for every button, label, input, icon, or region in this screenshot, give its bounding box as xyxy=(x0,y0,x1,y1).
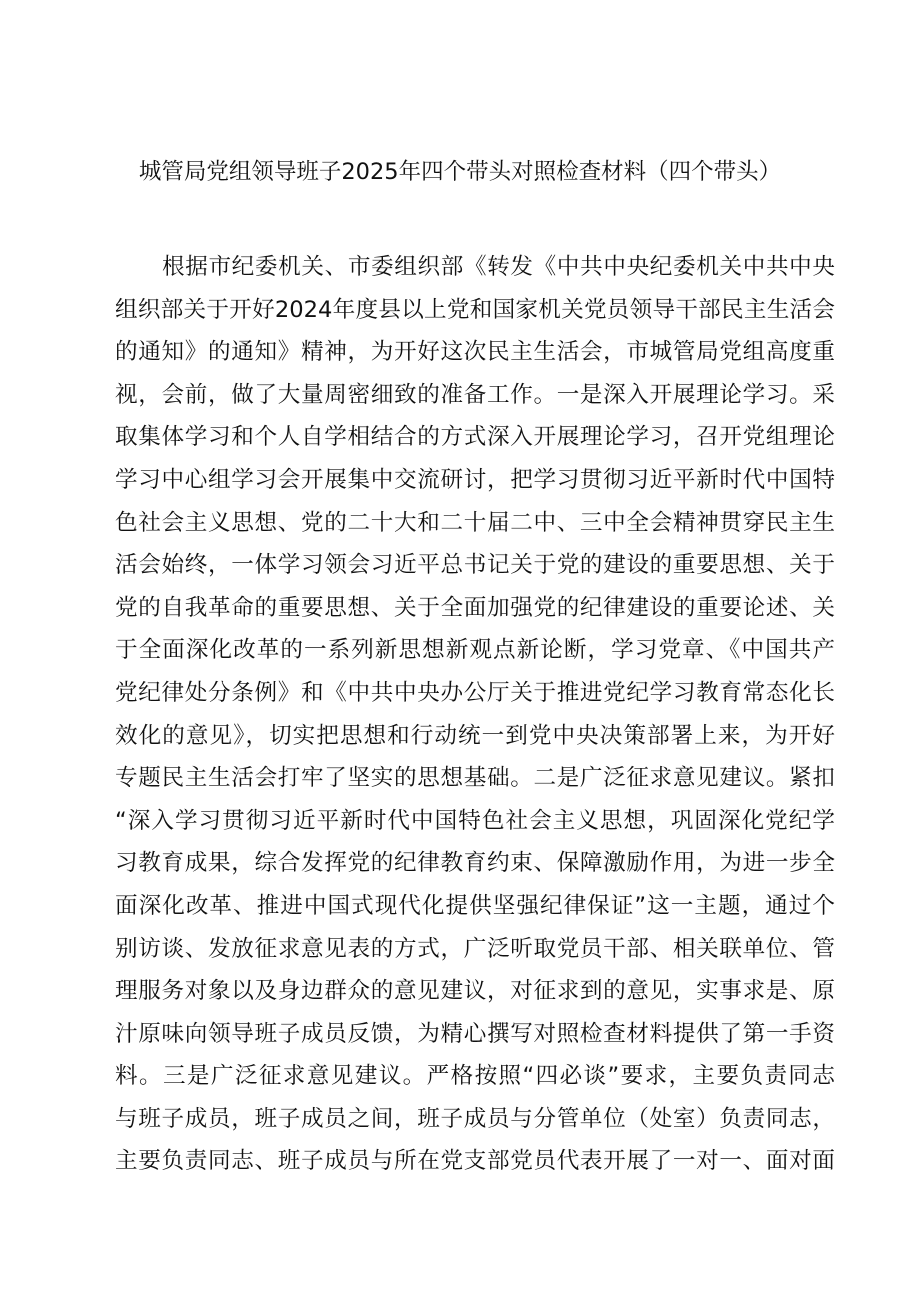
body-line: 习教育成果，综合发挥党的纪律教育约束、保障激励作用，为进一步全 xyxy=(115,850,835,877)
body-line: 效化的意见》，切实把思想和行动统一到党中央决策部署上来，为开好 xyxy=(115,722,835,749)
body-line: 视，会前，做了大量周密细致的准备工作。一是深入开展理论学习。采 xyxy=(115,381,835,408)
body-line: 汁原味向领导班子成员反馈，为精心撰写对照检查材料提供了第一手资 xyxy=(115,1020,835,1047)
body-line: 别访谈、发放征求意见表的方式，广泛听取党员干部、相关联单位、管 xyxy=(115,935,835,962)
body-line: 于全面深化改革的一系列新思想新观点新论断，学习党章、《中国共产 xyxy=(115,637,835,664)
body-line: 活会始终，一体学习领会习近平总书记关于党的建设的重要思想、关于 xyxy=(115,552,835,579)
document-title: 城管局党组领导班子2025年四个带头对照检查材料（四个带头） xyxy=(138,159,782,185)
body-line: 学习中心组学习会开展集中交流研讨，把学习贯彻习近平新时代中国特 xyxy=(115,466,835,493)
body-line: 面深化改革、推进中国式现代化提供坚强纪律保证”这一主题，通过个 xyxy=(115,892,835,919)
body-line: 的通知》的通知》精神，为开好这次民主生活会，市城管局党组高度重 xyxy=(115,339,835,366)
body-line: 色社会主义思想、党的二十大和二十届二中、三中全会精神贯穿民主生 xyxy=(115,509,835,536)
body-line: 专题民主生活会打牢了坚实的思想基础。二是广泛征求意见建议。紧扣 xyxy=(115,765,835,792)
body-line: 组织部关于开好2024年度县以上党和国家机关党员领导干部民主生活会 xyxy=(115,296,835,323)
body-line: 与班子成员，班子成员之间，班子成员与分管单位（处室）负责同志， xyxy=(115,1105,835,1132)
body-line: 根据市纪委机关、市委组织部《转发《中共中央纪委机关中共中央 xyxy=(162,254,835,280)
body-line: 主要负责同志、班子成员与所在党支部党员代表开展了一对一、面对面 xyxy=(115,1148,835,1175)
body-line: 取集体学习和个人自学相结合的方式深入开展理论学习，召开党组理论 xyxy=(115,424,835,451)
body-line: 党纪律处分条例》和《中共中央办公厅关于推进党纪学习教育常态化长 xyxy=(115,679,835,706)
body-line: “深入学习贯彻习近平新时代中国特色社会主义思想，巩固深化党纪学 xyxy=(115,807,835,834)
body-line: 理服务对象以及身边群众的意见建议，对征求到的意见，实事求是、原 xyxy=(115,978,835,1005)
document-body xyxy=(115,246,835,1183)
body-line: 料。三是广泛征求意见建议。严格按照“四必谈”要求，主要负责同志 xyxy=(115,1063,835,1090)
body-line: 党的自我革命的重要思想、关于全面加强党的纪律建设的重要论述、关 xyxy=(115,594,835,621)
